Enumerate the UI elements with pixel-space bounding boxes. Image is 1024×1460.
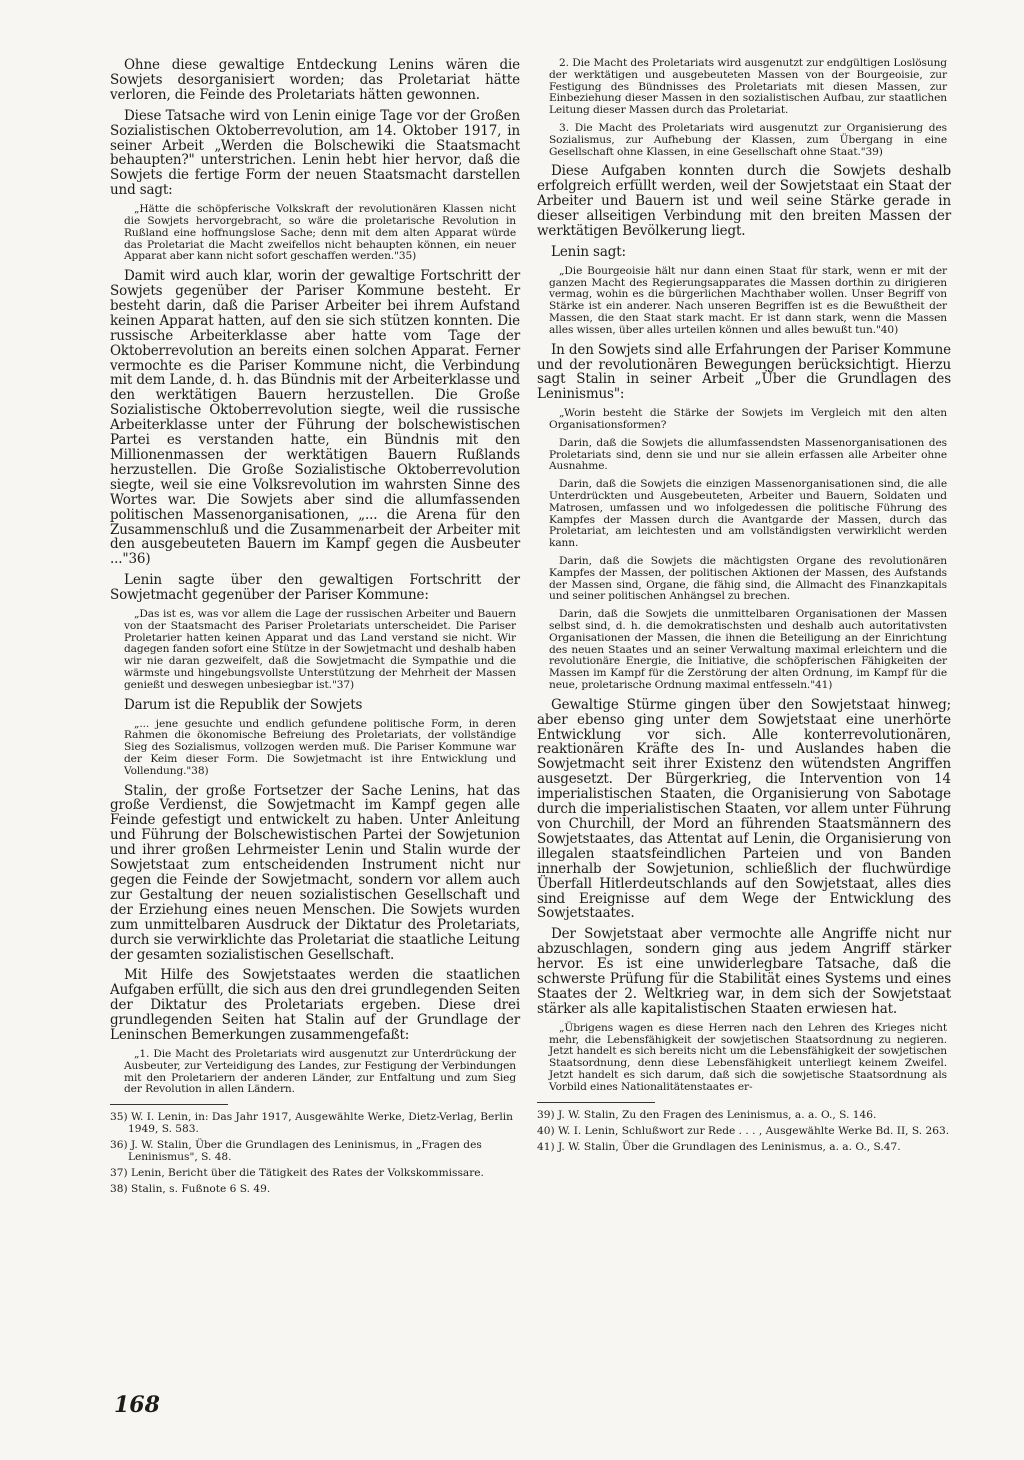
paragraph: Lenin sagt:: [551, 243, 626, 260]
footnote-38: 38) Stalin, s. Fußnote 6 S. 49.: [110, 1183, 271, 1196]
footnote-40: 40) W. I. Lenin, Schlußwort zur Rede . . . , Ausgewählte Werke Bd. II, S. 263.: [537, 1124, 950, 1137]
paragraph: Mit Hilfe des Sowjetstaates werden die staatlichen Aufgaben erfüllt, die sich aus den drei grundlegenden Seiten der Diktatur des Proletariats ergeben. Diese drei grundlegenden Seiten hat Stalin auf der Grundlage der Leninschen Bemerkungen zusammengefaßt:: [110, 967, 520, 1044]
paragraph: Lenin sagte über den gewaltigen Fortschritt der Sowjetmacht gegenüber der Pariser Kommune:: [110, 572, 520, 604]
footnote-36: 36) J. W. Stalin, Über die Grundlagen des Leninismus, in „Fragen des Leninismus", S. 48.: [110, 1139, 482, 1164]
footnote-41: 41) J. W. Stalin, Über die Grundlagen des Leninismus, a. a. O., S.47.: [537, 1140, 901, 1153]
quotation: Darin, daß die Sowjets die einzigen Massenorganisationen sind, die alle Unterdrückten und Ausgebeuteten, Arbeiter und Bauern, Soldaten und Matrosen, umfassen und wo infolgedessen die politische Führung des Kampfes der Massen durch die Avantgarde der Massen, durch das Proletariat, am leichtesten und am vollständigsten verwirklicht werden kann.: [549, 478, 947, 550]
footnote-divider: [110, 1104, 228, 1105]
paragraph: Damit wird auch klar, worin der gewaltige Fortschritt der Sowjets gegenüber der Pariser Kommune besteht. Er besteht darin, daß die Pariser Arbeiter bei ihrem Aufstand keinen Apparat hatten, auf den sie sich stützen konnten. Die russische Arbeiterklasse aber hatte vom Tage der Oktoberrevolution an bereits einen solchen Apparat. Ferner vermochte es die Pariser Kommune nicht, die Verbindung mit dem Lande, d. h. das Bündnis mit der Arbeiterklasse und den werktätigen Bauern herzustellen. Die Große Sozialistische Oktoberrevolution siegte, weil die russische Arbeiterklasse unter der Führung der bolschewistischen Partei es verstanden hatte, ein Bündnis mit den Millionenmassen der werktätigen Bauern Rußlands herzustellen. Die Große Sozialistische Oktoberrevolution siegte, weil sie eine Volksrevolution im wahrsten Sinne des Wortes war. Die Sowjets aber sind die allumfassenden politischen Massenorganisationen, „... die Arena für den Zusammenschluß und die Zusammenarbeit der Arbeiter mit den ausgebeuteten Bauern im Kampf gegen die Ausbeuter ..."36): [110, 268, 520, 568]
paragraph: Der Sowjetstaat aber vermochte alle Angriffe nicht nur abzuschlagen, sondern ging aus jedem Angriff stärker hervor. Es ist eine unwiderlegbare Tatsache, daß die schwerste Prüfung für die Stabilität eines Systems und eines Staates der 2. Weltkrieg war, in dem sich der Sowjetstaat stärker als alle kapitalistischen Staaten erwiesen hat.: [537, 926, 951, 1017]
paragraph: Diese Aufgaben konnten durch die Sowjets deshalb erfolgreich erfüllt werden, weil der Sowjetstaat ein Staat der Arbeiter und Bauern ist und weil seine Stärke gerade in dieser allseitigen Verbindung mit den breiten Massen der werktätigen Bevölkerung liegt.: [537, 163, 951, 239]
paragraph: Stalin, der große Fortsetzer der Sache Lenins, hat das große Verdienst, die Sowjetmacht im Kampf gegen alle Feinde gefestigt und entwickelt zu haben. Unter Anleitung und Führung der Bolschewistischen Partei der Sowjetunion und ihrer großen Lehrmeister Lenin und Stalin wurde der Sowjetstaat zum entscheidenden Instrument nicht nur gegen die Feinde der Sowjetmacht, sondern vor allem auch zur Gestaltung der neuen sozialistischen Gesellschaft und der Erziehung eines neuen Menschen. Die Sowjets wurden zum unmittelbaren Ausdruck der Diktatur des Proletariats, durch sie verwirklichte das Proletariat die staatliche Leitung der gesamten sozialistischen Gesellschaft.: [110, 782, 520, 963]
paragraph: In den Sowjets sind alle Erfahrungen der Pariser Kommune und der revolutionären Bewegungen berücksichtigt. Hierzu sagt Stalin in seiner Arbeit „Über die Grundlagen des Leninismus":: [537, 341, 951, 403]
quotation: „Das ist es, was vor allem die Lage der russischen Arbeiter und Bauern von der Staatsmacht des Pariser Proletariats unterscheidet. Die Pariser Proletarier hatten keinen Apparat und das Land verstand sie nicht. Wir dagegen fanden sofort eine Stütze in der Sowjetmacht und deshalb haben wir nie daran gezweifelt, daß die Sowjetmacht die Sympathie und die wärmste und hingebungsvollste Unterstützung der Mehrheit der Massen genießt und deswegen unbesiegbar ist."37): [124, 608, 516, 691]
quotation: 2. Die Macht des Proletariats wird ausgenutzt zur endgültigen Loslösung der werktätigen und ausgebeuteten Massen von der Bourgeoisie, zur Festigung des Bündnisses des Proletariats mit diesen Massen, zur Einbeziehung dieser Massen in den sozialistischen Aufbau, zur staatlichen Leitung dieser Massen durch das Proletariat.: [549, 57, 947, 117]
quotation: „Die Bourgeoisie hält nur dann einen Staat für stark, wenn er mit der ganzen Macht des Regierungsapparates die Massen dorthin zu dirigieren vermag, wohin es die bürgerlichen Machthaber wollen. Unser Begriff von Stärke ist ein anderer. Nach unseren Begriffen ist es die Bewußtheit der Massen, die den Staat stark macht. Er ist dann stark, wenn die Massen alles wissen, über alles urteilen können und alles bewußt tun."40): [549, 264, 947, 336]
paragraph: Gewaltige Stürme gingen über den Sowjetstaat hinweg; aber ebenso ging unter dem Sowjetstaat eine unerhörte Entwicklung vor sich. Alle konterrevolutionären, reaktionären Kräfte des In- und Auslandes haben die Sowjetmacht seit ihrer Existenz den wütendsten Angriffen ausgesetzt. Der Bürgerkrieg, die Intervention von 14 imperialistischen Staaten, die Organisierung von Sabotage durch die imperialistischen Staaten, vor allem unter Führung von Churchill, der Mord an führenden Staatsmännern des Sowjetstaates, das Attentat auf Lenin, die Organisierung von illegalen staatsfeindlichen Parteien und von Banden innerhalb der Sowjetunion, schließlich der fluchwürdige Überfall Hitlerdeutschlands auf den Sowjetstaat, alles dies sind Ereignisse auf dem Wege der Entwicklung des Sowjetstaates.: [537, 696, 951, 922]
paragraph: Darum ist die Republik der Sowjets: [124, 696, 363, 713]
footnote-39: 39) J. W. Stalin, Zu den Fragen des Leninismus, a. a. O., S. 146.: [537, 1108, 877, 1121]
paragraph: Ohne diese gewaltige Entdeckung Lenins wären die Sowjets desorganisiert worden; das Proletariat hätte verloren, die Feinde des Proletariats hätten gewonnen.: [110, 57, 520, 103]
quotation: „Hätte die schöpferische Volkskraft der revolutionären Klassen nicht die Sowjets hervorgebracht, so wäre die proletarische Revolution in Rußland eine hoffnungslose Sache; denn mit dem alten Apparat würde das Proletariat die Macht zweifellos nicht behaupten können, ein neuer Apparat aber kann nicht sofort geschaffen werden."35): [124, 203, 516, 263]
quotation: Darin, daß die Sowjets die allumfassendsten Massenorganisationen des Proletariats sind, denn sie und nur sie allein erfassen alle Arbeiter ohne Ausnahme.: [549, 436, 947, 473]
footnote-divider: [537, 1102, 655, 1103]
paragraph: Diese Tatsache wird von Lenin einige Tage vor der Großen Sozialistischen Oktoberrevolution, am 14. Oktober 1917, in seiner Arbeit „Werden die Bolschewiki die Staatsmacht behaupten?" unterstrichen. Lenin hebt hier hervor, daß die Sowjets die fertige Form der neuen Staatsmacht darstellen und sagt:: [110, 107, 520, 199]
footnote-37: 37) Lenin, Bericht über die Tätigkeit des Rates der Volkskommissare.: [110, 1167, 484, 1180]
quotation: Darin, daß die Sowjets die mächtigsten Organe des revolutionären Kampfes der Massen, der politischen Aktionen der Massen, des Aufstands der Massen sind, Organe, die fähig sind, die Allmacht des Finanzkapitals und seiner politischen Anhängsel zu brechen.: [549, 554, 947, 603]
quotation: Darin, daß die Sowjets die unmittelbaren Organisationen der Massen selbst sind, d. h. die demokratischsten und deshalb auch autoritativsten Organisationen der Massen, die ihnen die Beteiligung an der Einrichtung des neuen Staates und an seiner Verwaltung maximal erleichtern und die revolutionäre Energie, die Initiative, die schöpferischen Fähigkeiten der Massen im Kampf für die Zerstörung der alten Ordnung, im Kampf für die neue, proletarische Ordnung maximal entfesseln."41): [549, 608, 947, 691]
quotation: 3. Die Macht des Proletariats wird ausgenutzt zur Organisierung des Sozialismus, zur Aufhebung der Klassen, zum Übergang in eine Gesellschaft ohne Klassen, in eine Gesellschaft ohne Staat."39): [549, 121, 947, 158]
quotation: „Übrigens wagen es diese Herren nach den Lehren des Krieges nicht mehr, die Lebensfähigkeit der sowjetischen Staatsordnung zu negieren. Jetzt handelt es sich bereits nicht um die Lebensfähigkeit der sowjetischen Staatsordnung, denn diese Lebensfähigkeit unterliegt keinem Zweifel. Jetzt handelt es sich darum, daß sich die sowjetische Staatsordnung als Vorbild eines Nationalitätenstaates er-: [549, 1021, 947, 1093]
footnote-35: 35) W. I. Lenin, in: Das Jahr 1917, Ausgewählte Werke, Dietz-Verlag, Berlin 1949, S. 583.: [110, 1111, 513, 1136]
left-column: [110, 58, 520, 1199]
quotation: „... jene gesuchte und endlich gefundene politische Form, in deren Rahmen die ökonomische Befreiung des Proletariats, der vollständige Sieg des Sozialismus, vollzogen werden muß. Die Pariser Kommune war der Keim dieser Form. Die Sowjetmacht ist ihre Entwicklung und Vollendung."38): [124, 717, 516, 777]
page-number: 168: [114, 1392, 160, 1418]
quotation: „1. Die Macht des Proletariats wird ausgenutzt zur Unterdrückung der Ausbeuter, zur Verteidigung des Landes, zur Festigung der Verbindungen mit den Proletariern der anderen Länder, zur Entfaltung und zum Sieg der Revolution in allen Ländern.: [124, 1047, 516, 1096]
right-column: [537, 58, 951, 1157]
quotation: „Worin besteht die Stärke der Sowjets im Vergleich mit den alten Organisationsformen?: [549, 407, 947, 432]
